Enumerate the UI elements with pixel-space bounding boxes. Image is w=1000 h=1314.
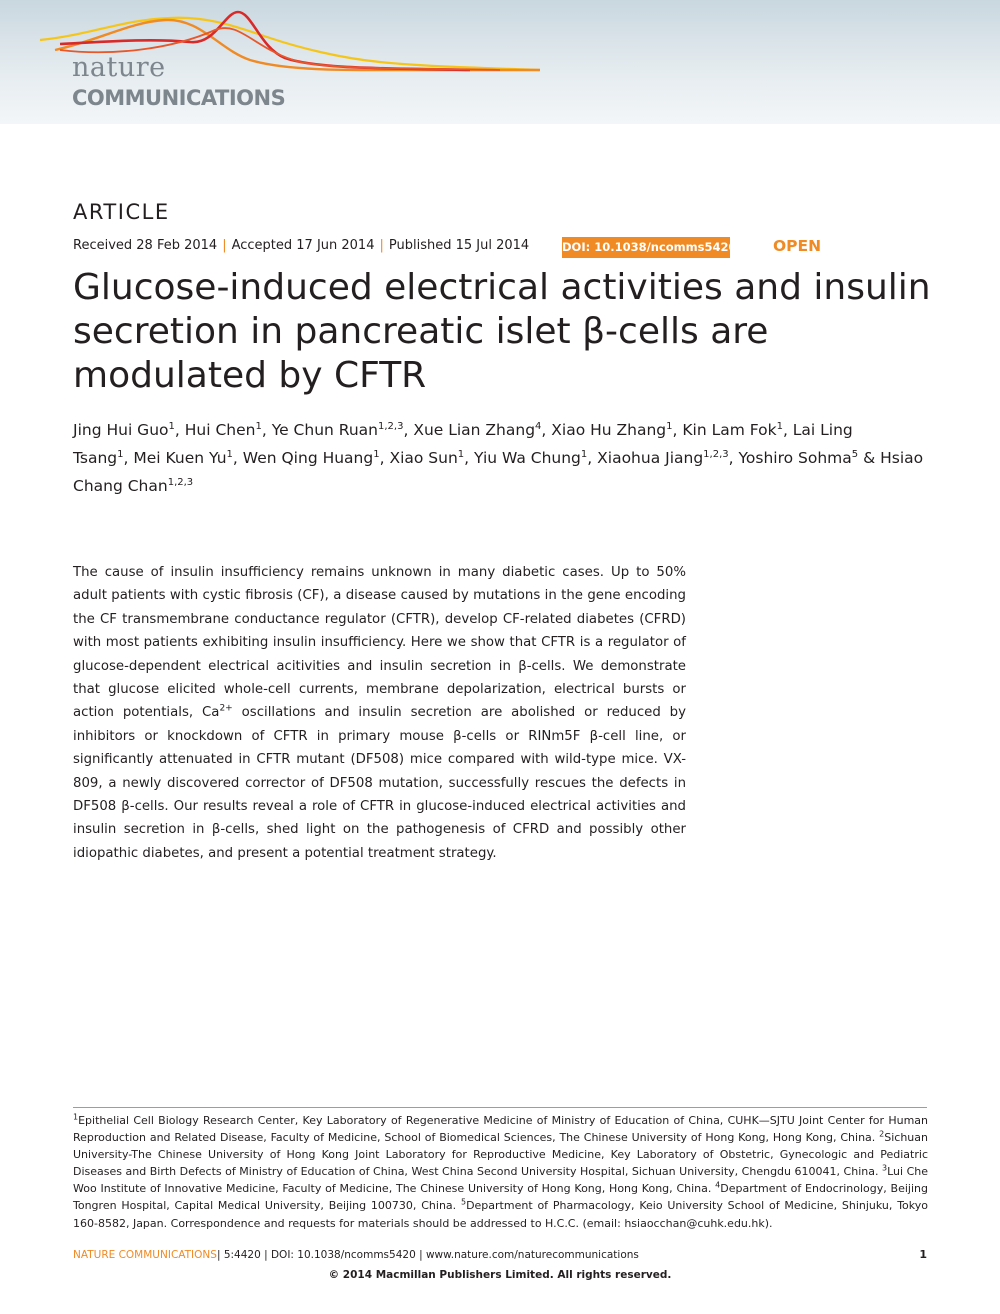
affiliations-footnote xyxy=(73,1112,928,1232)
calcium-superscript: 2+ xyxy=(219,704,233,715)
author-separator: , xyxy=(261,421,272,439)
author-name: Jing Hui Guo xyxy=(73,421,169,439)
author-affiliation-marker: 1 xyxy=(373,448,380,460)
author-separator: , xyxy=(464,449,475,467)
author-affiliation-marker: 1 xyxy=(226,448,233,460)
author-name: Kin Lam Fok xyxy=(682,421,777,439)
page-footer xyxy=(73,1249,639,1261)
journal-logo-nature: nature xyxy=(72,52,166,83)
footer-citation: | 5:4420 | DOI: 10.1038/ncomms5420 | www.nature.com/naturecommunications xyxy=(216,1249,639,1261)
publication-dates xyxy=(73,238,529,253)
author-name: Wen Qing Huang xyxy=(242,449,374,467)
received-date: Received 28 Feb 2014 xyxy=(73,238,218,253)
author-affiliation-marker: 1 xyxy=(580,448,588,460)
abstract-text-part2: oscillations and insulin secretion are abolished or reduced by inhibitors or knockdown of CFTR in primary mouse β-cells or RINm5F β-cell line, or significantly attenuated in CFTR mutant (DF508) mice compared with wild-type mice. VX-809, a newly discovered corrector of DF508 mutation, successfully rescues the defects in DF508 β-cells. Our results reveal a role of CFTR in glucose-induced electrical activities and insulin secretion in β-cells, shed light on the pathogenesis of CFRD and possibly other idiopathic diabetes, and present a potential treatment strategy. xyxy=(73,705,686,861)
affiliation-text: Lui Che Woo Institute of Innovative Medicine, Faculty of Medicine, The Chinese University of Hong Kong, Hong Kong, China. xyxy=(73,1165,929,1196)
abstract xyxy=(73,561,686,865)
date-separator: | xyxy=(379,238,384,253)
author-separator: , xyxy=(379,449,390,467)
page-number: 1 xyxy=(919,1248,927,1261)
author-separator: , xyxy=(782,421,793,439)
author-separator: & xyxy=(858,449,881,467)
author-separator: , xyxy=(728,449,739,467)
author-affiliation-marker: 1 xyxy=(117,448,124,460)
author-affiliation-marker: 1 xyxy=(457,448,465,460)
author-name: Yiu Wa Chung xyxy=(474,449,581,467)
affiliation-text: Sichuan University-The Chinese University of Hong Kong Joint Laboratory for Reproductive Medicine, Key Laboratory of Obstetric, Gynecologic and Pediatric Diseases and Birth Defects of Ministry of Education of China, West China Second University Hospital, Sichuan University, Chengdu 610041, China. xyxy=(73,1131,928,1179)
article-type-label: ARTICLE xyxy=(73,200,170,224)
footnote-divider xyxy=(73,1107,927,1108)
author-separator: , xyxy=(672,421,683,439)
affiliation-number: 2 xyxy=(879,1129,885,1139)
author-separator: , xyxy=(587,449,598,467)
affiliation-number: 3 xyxy=(882,1163,888,1173)
affiliation-number: 4 xyxy=(715,1180,721,1190)
copyright-notice: © 2014 Macmillan Publishers Limited. All rights reserved. xyxy=(328,1269,672,1281)
accepted-date: Accepted 17 Jun 2014 xyxy=(231,238,375,253)
published-date: Published 15 Jul 2014 xyxy=(388,238,530,253)
author-affiliation-marker: 1 xyxy=(168,420,175,432)
journal-logo-communications: COMMUNICATIONS xyxy=(72,86,286,110)
doi-badge[interactable]: DOI: 10.1038/ncomms5420 xyxy=(562,237,730,258)
article-title: Glucose-induced electrical activities and insulin secretion in pancreatic islet β-cells are modulated by CFTR xyxy=(73,267,931,396)
author-name: Xue Lian Zhang xyxy=(413,421,536,439)
correspondence-text: Correspondence and requests for materials should be addressed to H.C.C. (email: hsiaocchan@cuhk.edu.hk). xyxy=(170,1216,773,1230)
author-name: Ye Chun Ruan xyxy=(271,421,379,439)
author-name: Xiaohua Jiang xyxy=(597,449,704,467)
author-name: Xiao Hu Zhang xyxy=(551,421,667,439)
journal-banner xyxy=(0,0,1000,124)
author-affiliation-marker: 1 xyxy=(666,420,673,432)
affiliation-text: Department of Pharmacology, Keio University School of Medicine, Shinjuku, Tokyo 160-8582, Japan. xyxy=(73,1199,928,1230)
author-name: Lai Ling Tsang xyxy=(73,421,853,467)
author-affiliation-marker: 1,2,3 xyxy=(703,448,729,460)
author-separator: , xyxy=(174,421,185,439)
author-affiliation-marker: 1,2,3 xyxy=(167,476,194,488)
date-separator: | xyxy=(222,238,227,253)
affiliation-number: 5 xyxy=(460,1197,467,1207)
author-name: Hsiao Chang Chan xyxy=(73,449,924,495)
affiliation-number: 1 xyxy=(73,1112,79,1122)
author-affiliation-marker: 1 xyxy=(776,420,783,432)
footer-journal-name: NATURE COMMUNICATIONS xyxy=(73,1249,217,1261)
author-name: Xiao Sun xyxy=(389,449,458,467)
abstract-text-part1: The cause of insulin insufficiency remains unknown in many diabetic cases. Up to 50% adult patients with cystic fibrosis (CF), a disease caused by mutations in the gene encoding the CF transmembrane conductance regulator (CFTR), develop CF-related diabetes (CFRD) with most patients exhibiting insulin insufficiency. Here we show that CFTR is a regulator of glucose-dependent electrical acitivities and insulin secretion in β-cells. We demonstrate that glucose elicited whole-cell currents, membrane depolarization, electrical bursts or action potentials, Ca xyxy=(73,565,686,721)
author-name: Yoshiro Sohma xyxy=(738,449,852,467)
author-list xyxy=(73,416,933,500)
open-access-label: OPEN xyxy=(773,237,822,255)
author-name: Hui Chen xyxy=(184,421,256,439)
author-separator: , xyxy=(232,449,243,467)
affiliation-text: Epithelial Cell Biology Research Center, Key Laboratory of Regenerative Medicine of Ministry of Education of China, CUHK—SJTU Joint Center for Human Reproduction and Related Disease, Faculty of Medicine, School of Biomedical Sciences, The Chinese University of Hong Kong, Hong Kong, China. xyxy=(73,1114,928,1145)
author-affiliation-marker: 1 xyxy=(255,420,262,432)
author-affiliation-marker: 4 xyxy=(535,420,542,432)
author-affiliation-marker: 5 xyxy=(851,448,859,460)
author-separator: , xyxy=(541,421,552,439)
author-separator: , xyxy=(403,421,414,439)
affiliation-text: Department of Endocrinology, Beijing Tongren Hospital, Capital Medical University, Beijing 100730, China. xyxy=(73,1182,928,1213)
author-separator: , xyxy=(123,449,134,467)
author-name: Mei Kuen Yu xyxy=(133,449,227,467)
author-affiliation-marker: 1,2,3 xyxy=(378,420,404,432)
